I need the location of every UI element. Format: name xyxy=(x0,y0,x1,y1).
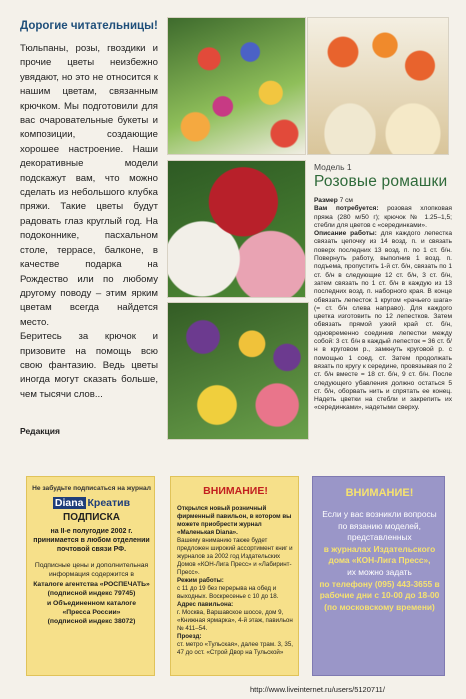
contact-heading: ВНИМАНИЕ! xyxy=(345,487,414,499)
subscription-sub: на II-е полугодие 2002 г. принимается в любом отделении почтовой связи РФ. xyxy=(33,528,150,553)
intro-title: Дорогие читательницы! xyxy=(20,20,158,32)
materials-value: розовая хлопковая пряжа (280 м/50 г); крючок № 1.25–1,5; стебли для цветов с «серединками». xyxy=(314,205,452,229)
orange-flowers-photo xyxy=(307,17,449,155)
subscription-line5: «Пресса России» xyxy=(62,609,121,617)
contact-phone: по телефону (095) 443-3655 в рабочие дни с 10-00 до 18-00 (по московскому времени) xyxy=(319,578,440,612)
store-p2: Вашему вниманию также будет предложен широкий ассортимент книг и журналов за 2002 год Издательских Домов «КОН-Лига Пресс» и «Лабиринт-Пресс». xyxy=(177,537,293,576)
model-title: Розовые ромашки xyxy=(314,173,448,190)
store-hours-value: с 11 до 19 без перерыва на обед и выходных. Воскресенье с 10 до 18. xyxy=(177,585,279,600)
subscription-heading: ПОДПИСКА xyxy=(63,512,120,523)
contact-line3: их можно задать xyxy=(347,566,412,577)
violets-photo xyxy=(167,302,309,440)
store-address-label: Адрес павильона: xyxy=(177,601,234,608)
subscription-line4: и Объединенном каталоге xyxy=(46,599,137,607)
subscription-line2: Каталоге агентства «РОСПЕЧАТЬ» xyxy=(33,580,150,588)
size-label: Размер xyxy=(314,197,338,204)
intro-signature: Редакция xyxy=(20,426,60,436)
magazine-logo xyxy=(31,497,152,509)
chrysanthemums-photo xyxy=(167,160,306,298)
store-box xyxy=(170,476,299,676)
contact-line1: Если у вас возникли вопросы по вязанию моделей, представленных xyxy=(322,509,437,543)
store-body xyxy=(177,505,294,657)
contact-line2: в журналах Издательского дома «КОН-Лига Пресс», xyxy=(323,543,436,566)
description-value: для каждого лепестка связать цепочку из 14 возд. п. и связать поверх последних 13 возд. п. по 1 ст. б/н. Повернуть работу, выполнив 1 возд. п. подъема, пропустить 1-й ст. б/н, связать по 1 ст. б/н в следующие 12 ст. б/н, 3 ст. б/н, затем связать по 1 ст. б/н в каждую из 13 последних возд. п. наборного края. В конце обвязать лепесток 1 кругом «рачьего шага» (= ст. б/н слева направо). Для каждого цветка изготовить по 12 лепестков. Затем обвязать прямой узкий край ст. б/н, одновременно соединив лепестки между собой: 3 ст. б/н в каждый лепесток = 36 ст. б/н в круговом р., замкнуть круговой р. с помощью 1 соед. ст. Затем продолжать вязать по кругу к середине, провязывая по 2 ст. б/н вместе = 18 ст. б/н, 9 ст. б/н. После следующего убавления должно остаться 5 ст. б/н, оборвать нить и спрятать ее конец. Надеть цветки на стебли и закрепить их «серединками», надетыми сверху. xyxy=(314,230,453,412)
store-address-value: г. Москва, Варшавское шоссе, дом 9, «Книжная ярмарка», 4-й этаж, павильон № 411–54. xyxy=(177,609,293,632)
intro-body: Тюльпаны, розы, гвоздики и прочие цветы неизбежно увядают, но это не относится к нашим цветам, связанным крючком. Мы подготовили для вас очаровательные букеты и композиции, создающие хорошее настроение. Наши декоративные модели подскажут вам, что можно сделать из небольшого клубка пряжи. Такие цветы будут радовать глаз круглый год. На подоконнике, пасхальном столе, террасе, балконе, в качестве подарка на Рождество или по любому другому поводу – этим ярким цветам всегда найдется место. Беритесь за крючок и призовите на помощь всю свою фантазию. Ведь цветы иногда могут сказать больше, чем тысячи слов... xyxy=(20,43,158,400)
subscription-top: Не забудьте подписаться на журнал xyxy=(32,485,151,492)
model-instructions xyxy=(314,197,452,413)
subscription-body xyxy=(31,561,152,627)
store-heading: ВНИМАНИЕ! xyxy=(203,485,268,497)
size-value: 7 см xyxy=(337,197,353,204)
subscription-box xyxy=(26,476,155,676)
materials-label: Вам потребуется: xyxy=(314,205,379,213)
subscription-line1: Подписные цены и дополнительная информация содержится в xyxy=(34,562,149,579)
model-number: Модель 1 xyxy=(314,162,352,172)
store-route-value: ст. метро «Тульская», далее трам. 3, 35, 47 до ост. «Строй Двор на Тульской» xyxy=(177,641,294,656)
description-label: Описание работы: xyxy=(314,230,377,238)
bouquet-photo xyxy=(167,17,306,155)
subscription-line3: (подписной индекс 79745) xyxy=(47,590,136,598)
subscription-line6: (подписной индекс 38072) xyxy=(47,618,136,626)
store-p1: Открылся новый розничный фирменный павильон, в котором вы можете приобрести журнал «Маленькая Diana». xyxy=(177,505,292,536)
store-hours-label: Режим работы: xyxy=(177,577,224,584)
brand-prefix: Diana xyxy=(54,497,84,509)
contact-box xyxy=(312,476,445,676)
brand-name: Креатив xyxy=(87,497,131,509)
contact-body xyxy=(319,509,440,613)
source-url: http://www.liveinternet.ru/users/5120711/ xyxy=(250,685,385,694)
store-route-label: Проезд: xyxy=(177,633,202,640)
